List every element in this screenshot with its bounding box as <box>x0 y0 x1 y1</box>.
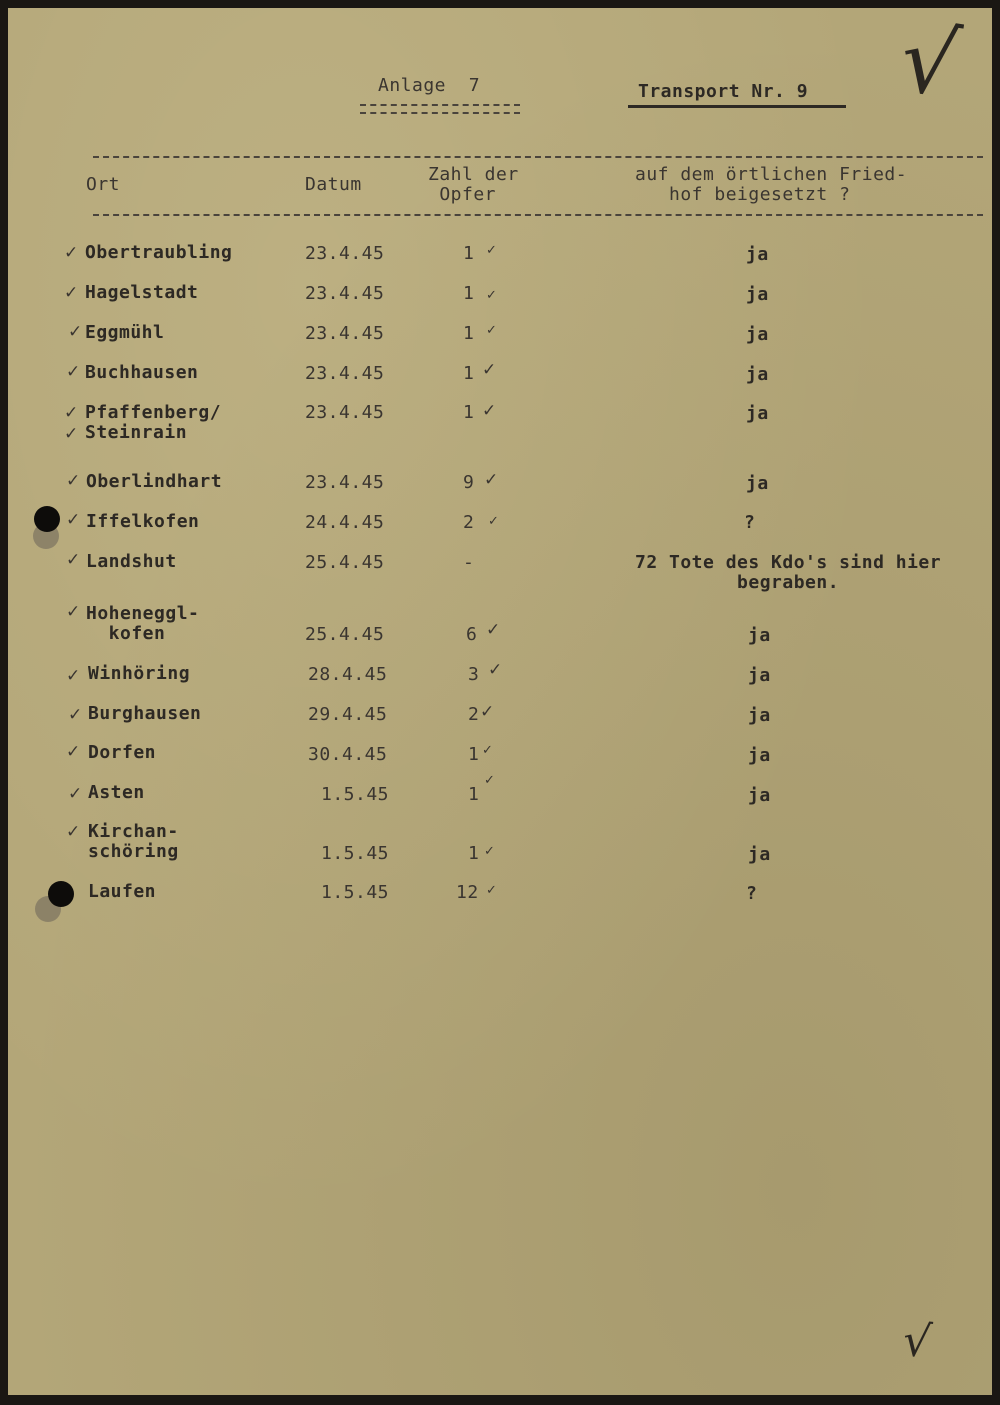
row-ort: Hagelstadt <box>85 282 199 303</box>
table-header-rule <box>93 214 983 216</box>
large-check-mark-icon: √ <box>894 6 966 119</box>
annex-title: Anlage 7 <box>378 75 481 96</box>
row-beigesetzt: ja <box>748 665 771 686</box>
row-beigesetzt: ja <box>748 625 771 646</box>
row-zahl: 3 <box>468 664 480 685</box>
check-mark-icon: ✓ <box>64 403 79 423</box>
check-mark-icon: ✓ <box>484 773 495 788</box>
row-datum: 23.4.45 <box>305 472 385 493</box>
punch-hole <box>48 881 74 907</box>
row-zahl: 2 <box>463 512 475 533</box>
row-beigesetzt: ja <box>746 364 769 385</box>
row-zahl: 1 <box>468 744 480 765</box>
row-ort: Asten <box>88 782 145 803</box>
row-datum: 29.4.45 <box>308 704 388 725</box>
row-beigesetzt: ja <box>746 244 769 265</box>
row-ort: Eggmühl <box>85 322 165 343</box>
check-mark-icon: ✓ <box>486 620 501 640</box>
column-header-beigesetzt: auf dem örtlichen Fried- hof beigesetzt ? <box>635 164 908 205</box>
row-zahl: 1 <box>463 283 475 304</box>
check-mark-icon: ✓ <box>486 288 497 303</box>
small-check-mark-icon: √ <box>900 1314 934 1369</box>
row-datum: 1.5.45 <box>321 784 390 805</box>
check-mark-icon: ✓ <box>66 666 81 686</box>
row-beigesetzt: ja <box>748 785 771 806</box>
transport-title-underline <box>628 105 846 108</box>
row-datum: 24.4.45 <box>305 512 385 533</box>
check-mark-icon: ✓ <box>64 283 79 303</box>
row-datum: 28.4.45 <box>308 664 388 685</box>
check-mark-icon: ✓ <box>480 702 495 722</box>
row-beigesetzt: ja <box>748 705 771 726</box>
transport-title: Transport Nr. 9 <box>638 81 809 102</box>
check-mark-icon: ✓ <box>64 424 79 444</box>
check-mark-icon: ✓ <box>488 514 499 529</box>
row-zahl: 6 <box>466 624 478 645</box>
column-header-ort: Ort <box>86 174 121 195</box>
row-ort: Pfaffenberg/ Steinrain <box>85 402 222 443</box>
row-beigesetzt: ja <box>746 284 769 305</box>
row-zahl: 12 <box>456 882 479 903</box>
row-zahl: 9 <box>463 472 475 493</box>
row-zahl: 1 <box>463 363 475 384</box>
row-ort-line-1: Kirchan- <box>88 821 179 842</box>
check-mark-icon: ✓ <box>68 784 83 804</box>
column-header-zahl: Zahl der Opfer <box>428 164 519 205</box>
check-mark-icon: ✓ <box>482 360 497 380</box>
document-page <box>8 8 992 1395</box>
row-ort: Laufen <box>88 881 157 902</box>
row-ort: Iffelkofen <box>86 511 200 532</box>
check-mark-icon: ✓ <box>66 602 81 622</box>
row-ort: Dorfen <box>88 742 157 763</box>
row-zahl: 2 <box>468 704 480 725</box>
check-mark-icon: ✓ <box>64 243 79 263</box>
check-mark-icon: ✓ <box>66 550 81 570</box>
row-beigesetzt: ? <box>744 512 756 533</box>
row-beigesetzt: ja <box>748 844 771 865</box>
row-beigesetzt: 72 Tote des Kdo's sind hier begraben. <box>635 552 942 593</box>
row-zahl: 1 <box>468 843 480 864</box>
row-zahl: 1 <box>463 243 475 264</box>
row-ort: Buchhausen <box>85 362 199 383</box>
row-datum: 23.4.45 <box>305 363 385 384</box>
check-mark-icon: ✓ <box>486 323 497 338</box>
row-datum: 1.5.45 <box>321 882 390 903</box>
row-ort: Landshut <box>86 551 177 572</box>
row-zahl: - <box>463 552 475 573</box>
row-beigesetzt: ja <box>746 473 769 494</box>
row-ort: Obertraubling <box>85 242 233 263</box>
row-ort: Oberlindhart <box>86 471 223 492</box>
row-datum: 25.4.45 <box>305 552 385 573</box>
row-beigesetzt: ja <box>748 745 771 766</box>
table-top-rule <box>93 156 983 158</box>
row-zahl: 1 <box>463 323 475 344</box>
row-datum: 23.4.45 <box>305 402 385 423</box>
row-ort-line-2: kofen <box>86 623 166 644</box>
check-mark-icon: ✓ <box>482 401 497 421</box>
check-mark-icon: ✓ <box>66 822 81 842</box>
check-mark-icon: ✓ <box>66 362 81 382</box>
punch-hole <box>34 506 60 532</box>
row-datum: 23.4.45 <box>305 283 385 304</box>
row-ort-line-1: Hoheneggl- <box>86 603 200 624</box>
row-datum: 23.4.45 <box>305 243 385 264</box>
check-mark-icon: ✓ <box>68 705 83 725</box>
row-beigesetzt: ja <box>746 403 769 424</box>
check-mark-icon: ✓ <box>66 742 81 762</box>
check-mark-icon: ✓ <box>68 322 83 342</box>
check-mark-icon: ✓ <box>486 243 497 258</box>
row-zahl: 1 <box>468 784 480 805</box>
row-zahl: 1 <box>463 402 475 423</box>
check-mark-icon: ✓ <box>482 743 493 758</box>
check-mark-icon: ✓ <box>488 660 503 680</box>
row-ort: Winhöring <box>88 663 191 684</box>
check-mark-icon: ✓ <box>484 470 499 490</box>
row-ort: Burghausen <box>88 703 202 724</box>
annex-title-double-underline <box>360 104 520 114</box>
column-header-datum: Datum <box>305 174 362 195</box>
row-beigesetzt: ja <box>746 324 769 345</box>
row-datum: 30.4.45 <box>308 744 388 765</box>
row-beigesetzt: ? <box>746 883 758 904</box>
check-mark-icon: ✓ <box>66 471 81 491</box>
row-datum: 23.4.45 <box>305 323 385 344</box>
row-datum: 25.4.45 <box>305 624 385 645</box>
check-mark-icon: ✓ <box>486 883 497 898</box>
row-datum: 1.5.45 <box>321 843 390 864</box>
row-ort-line-2: schöring <box>88 841 179 862</box>
check-mark-icon: ✓ <box>66 510 81 530</box>
check-mark-icon: ✓ <box>484 844 495 859</box>
